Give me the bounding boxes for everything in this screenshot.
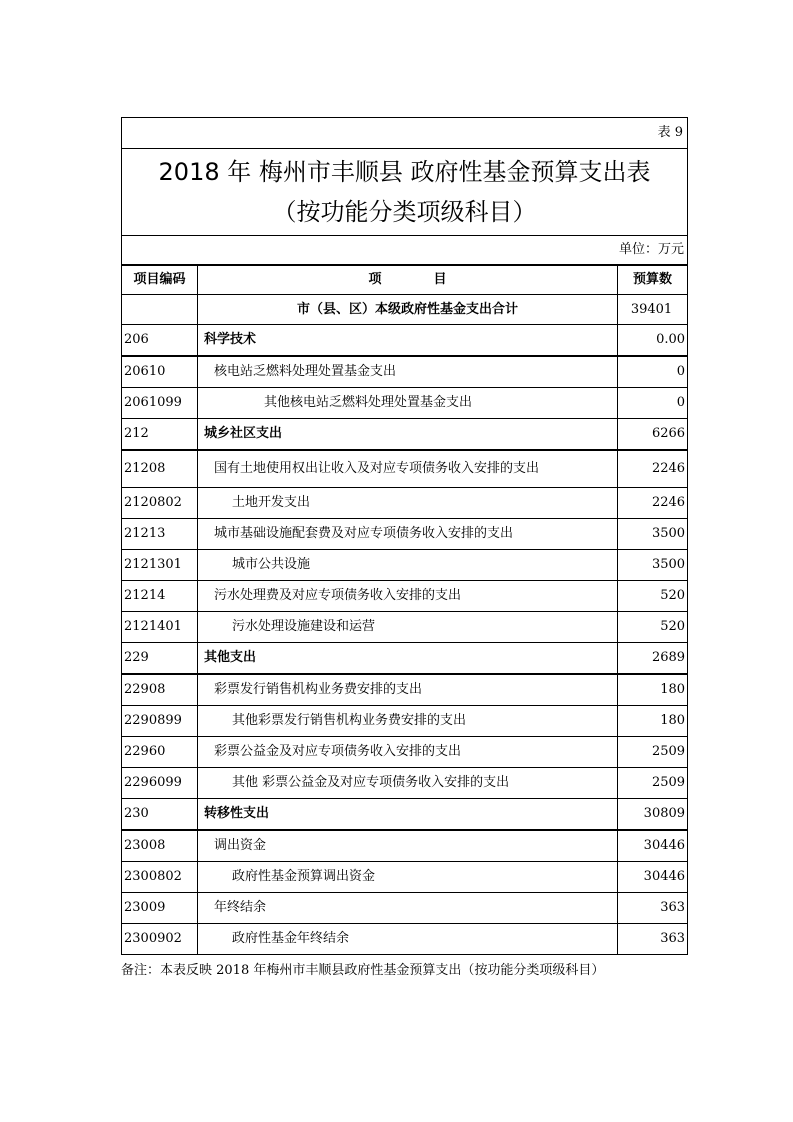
row-code: 206 <box>122 325 198 357</box>
table-row <box>122 737 688 768</box>
row-name: 彩票公益金及对应专项债务收入安排的支出 <box>198 737 618 768</box>
total-amount: 39401 <box>618 295 688 325</box>
row-code: 22960 <box>122 737 198 768</box>
row-name: 污水处理设施建设和运营 <box>198 612 618 643</box>
row-name: 调出资金 <box>198 830 618 862</box>
row-code: 2300802 <box>122 862 198 893</box>
page-title <box>122 149 688 236</box>
row-amount: 0 <box>618 356 688 388</box>
row-name: 年终结余 <box>198 893 618 924</box>
row-name: 其他支出 <box>198 643 618 675</box>
row-code: 2120802 <box>122 488 198 519</box>
table-row <box>122 799 688 831</box>
row-amount: 2246 <box>618 450 688 488</box>
row-code: 2300902 <box>122 924 198 955</box>
table-row <box>122 519 688 550</box>
row-name: 科学技术 <box>198 325 618 357</box>
row-name: 其他 彩票公益金及对应专项债务收入安排的支出 <box>198 768 618 799</box>
table-row <box>122 450 688 488</box>
row-amount: 2509 <box>618 768 688 799</box>
table-row <box>122 862 688 893</box>
row-amount: 520 <box>618 581 688 612</box>
row-name: 其他核电站乏燃料处理处置基金支出 <box>198 388 618 419</box>
row-amount: 363 <box>618 924 688 955</box>
row-code: 230 <box>122 799 198 831</box>
row-code: 229 <box>122 643 198 675</box>
budget-table <box>121 117 688 955</box>
table-row <box>122 388 688 419</box>
table-row <box>122 924 688 955</box>
row-code: 22908 <box>122 674 198 706</box>
row-name: 其他彩票发行销售机构业务费安排的支出 <box>198 706 618 737</box>
table-number-row <box>122 118 688 149</box>
row-amount: 2689 <box>618 643 688 675</box>
table-row <box>122 488 688 519</box>
title-line-1: 2018 年 梅州市丰顺县 政府性基金预算支出表 <box>158 158 651 186</box>
row-amount: 180 <box>618 674 688 706</box>
row-code: 2296099 <box>122 768 198 799</box>
table-row <box>122 419 688 451</box>
row-name: 城乡社区支出 <box>198 419 618 451</box>
footnote: 备注：本表反映 2018 年梅州市丰顺县政府性基金预算支出（按功能分类项级科目） <box>121 963 605 978</box>
table-row <box>122 643 688 675</box>
row-code: 2121401 <box>122 612 198 643</box>
row-code: 21208 <box>122 450 198 488</box>
table-row <box>122 706 688 737</box>
row-name: 城市基础设施配套费及对应专项债务收入安排的支出 <box>198 519 618 550</box>
row-name: 转移性支出 <box>198 799 618 831</box>
title-row <box>122 149 688 236</box>
table-row <box>122 612 688 643</box>
row-amount: 520 <box>618 612 688 643</box>
row-code: 21213 <box>122 519 198 550</box>
table-row <box>122 356 688 388</box>
budget-document <box>121 117 687 955</box>
row-name: 政府性基金年终结余 <box>198 924 618 955</box>
header-code: 项目编码 <box>122 265 198 295</box>
total-row <box>122 295 688 325</box>
row-amount: 3500 <box>618 519 688 550</box>
table-row <box>122 893 688 924</box>
row-code: 23008 <box>122 830 198 862</box>
row-code: 212 <box>122 419 198 451</box>
table-row <box>122 581 688 612</box>
row-amount: 6266 <box>618 419 688 451</box>
table-row <box>122 830 688 862</box>
row-amount: 2246 <box>618 488 688 519</box>
row-code: 23009 <box>122 893 198 924</box>
total-name: 市（县、区）本级政府性基金支出合计 <box>198 295 618 325</box>
title-line-2: （按功能分类项级科目） <box>272 198 537 226</box>
row-code: 2290899 <box>122 706 198 737</box>
row-name: 土地开发支出 <box>198 488 618 519</box>
table-row <box>122 550 688 581</box>
row-code: 2061099 <box>122 388 198 419</box>
table-row <box>122 674 688 706</box>
row-name: 污水处理费及对应专项债务收入安排的支出 <box>198 581 618 612</box>
row-amount: 30446 <box>618 830 688 862</box>
row-name: 政府性基金预算调出资金 <box>198 862 618 893</box>
row-code: 2121301 <box>122 550 198 581</box>
total-code <box>122 295 198 325</box>
row-code: 21214 <box>122 581 198 612</box>
row-amount: 30446 <box>618 862 688 893</box>
row-amount: 363 <box>618 893 688 924</box>
table-number: 表 9 <box>122 118 688 149</box>
row-amount: 0 <box>618 388 688 419</box>
row-amount: 2509 <box>618 737 688 768</box>
row-amount: 0.00 <box>618 325 688 357</box>
row-amount: 30809 <box>618 799 688 831</box>
row-name: 核电站乏燃料处理处置基金支出 <box>198 356 618 388</box>
header-amount: 预算数 <box>618 265 688 295</box>
row-amount: 3500 <box>618 550 688 581</box>
row-amount: 180 <box>618 706 688 737</box>
header-name: 项 目 <box>198 265 618 295</box>
row-code: 20610 <box>122 356 198 388</box>
unit-row <box>122 236 688 266</box>
table-row <box>122 325 688 357</box>
table-row <box>122 768 688 799</box>
row-name: 城市公共设施 <box>198 550 618 581</box>
unit-label: 单位：万元 <box>122 236 688 266</box>
header-row <box>122 265 688 295</box>
row-name: 国有土地使用权出让收入及对应专项债务收入安排的支出 <box>198 450 618 488</box>
row-name: 彩票发行销售机构业务费安排的支出 <box>198 674 618 706</box>
